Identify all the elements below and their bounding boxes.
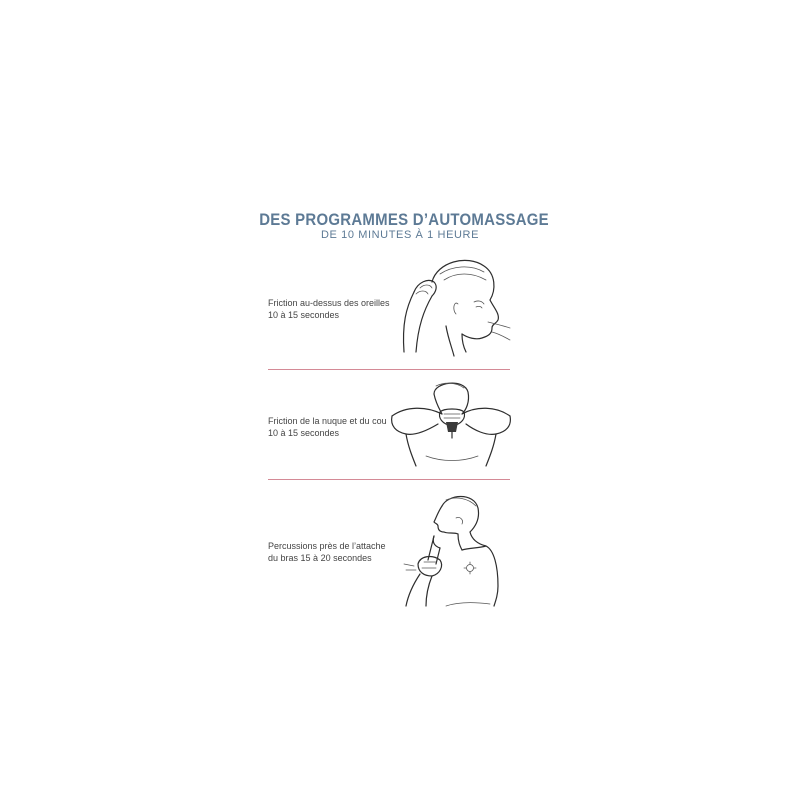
step-1-caption (268, 297, 390, 321)
step-2-label: Friction de la nuque et du cou (268, 416, 387, 426)
arm-percussion-illustration (398, 490, 508, 608)
page-title: DES PROGRAMMES D’AUTOMASSAGE (259, 210, 549, 229)
step-1-label: Friction au-dessus des oreilles (268, 298, 390, 308)
neck-friction-illustration (386, 376, 516, 468)
step-3-label-line1: Percussions près de l’attache (268, 541, 386, 551)
page-subtitle: DE 10 MINUTES À 1 HEURE (320, 229, 480, 241)
ear-friction-illustration (392, 252, 512, 358)
step-2-duration: 10 à 15 secondes (268, 428, 340, 438)
step-3-caption (268, 540, 386, 564)
step-2-caption (268, 415, 387, 439)
step-3-label-line2: du bras (268, 553, 299, 563)
section-divider-1 (268, 369, 510, 370)
step-3-duration: 15 à 20 secondes (300, 553, 372, 563)
step-1-duration: 10 à 15 secondes (268, 310, 340, 320)
section-divider-2 (268, 479, 510, 480)
